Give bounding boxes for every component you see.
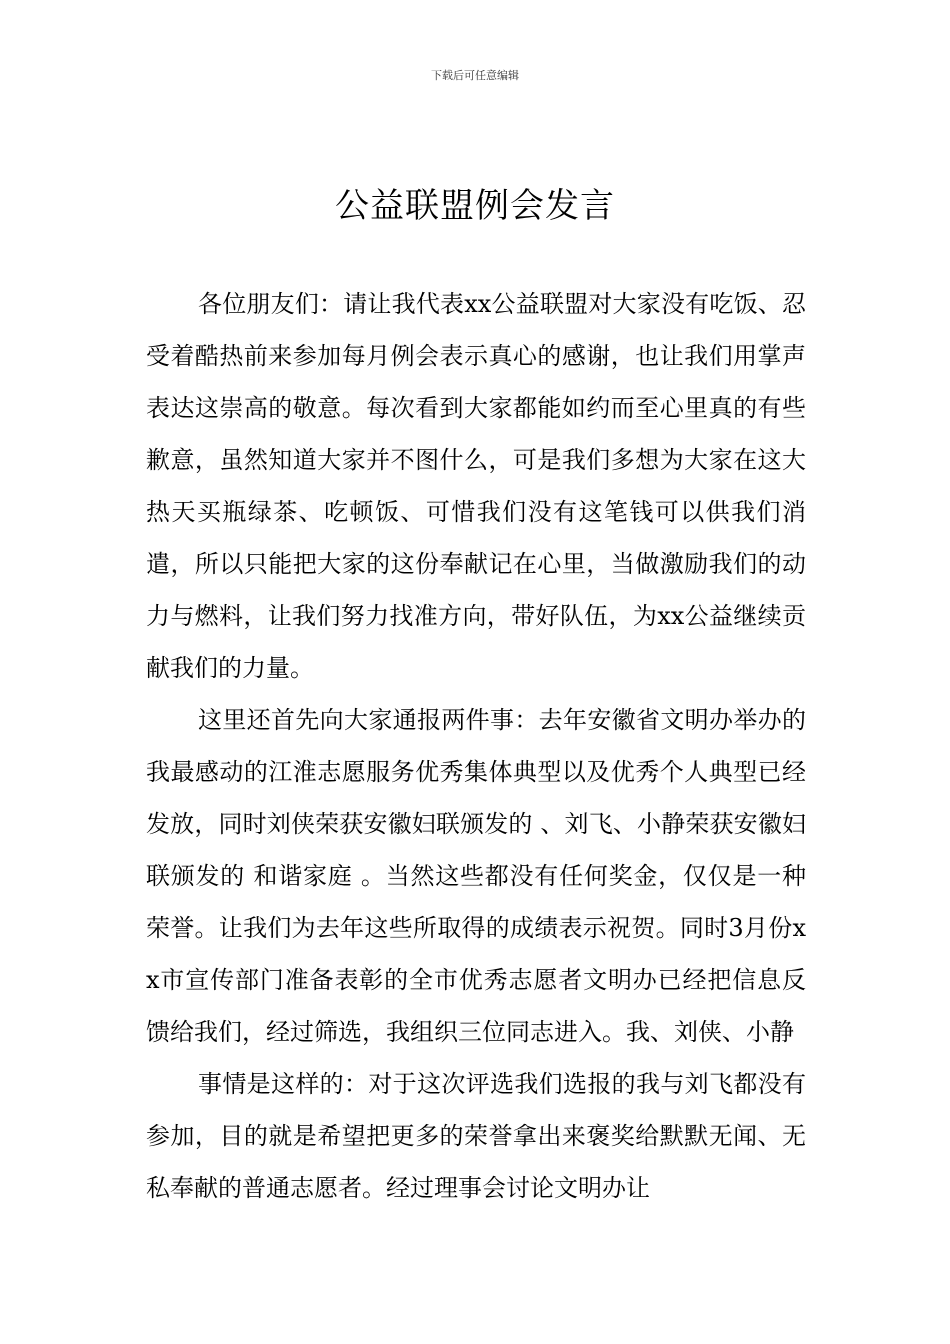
document-body bbox=[146, 278, 806, 1214]
paragraph: 各位朋友们：请让我代表xx公益联盟对大家没有吃饭、忍受着酷热前来参加每月例会表示真心的感谢，也让我们用掌声表达这崇高的敬意。每次看到大家都能如约而至心里真的有些歉意，虽然知道大家并不图什么，可是我们多想为大家在这大热天买瓶绿茶、吃顿饭、可惜我们没有这笔钱可以供我们消遣，所以只能把大家的这份奉献记在心里，当做激励我们的动力与燃料，让我们努力找准方向，带好队伍，为xx公益继续贡献我们的力量。 bbox=[146, 290, 806, 682]
header-note: 下载后可任意编辑 bbox=[431, 69, 519, 82]
paragraph: 这里还首先向大家通报两件事：去年安徽省文明办举办的我最感动的江淮志愿服务优秀集体典型以及优秀个人典型已经发放，同时刘侠荣获安徽妇联颁发的 、刘飞、小静荣获安徽妇联颁发的 和谐家庭 。当然这些都没有任何奖金，仅仅是一种荣誉。让我们为去年这些所取得的成绩表示祝贺。同时3月份xx市宣传部门准备表彰的全市优秀志愿者文明办已经把信息反馈给我们，经过筛选，我组织三位同志进入。我、刘侠、小静 bbox=[146, 706, 806, 1046]
document-title: 公益联盟例会发言 bbox=[335, 186, 615, 226]
paragraph: 事情是这样的：对于这次评选我们选报的我与刘飞都没有参加，目的就是希望把更多的荣誉拿出来褒奖给默默无闻、无私奉献的普通志愿者。经过理事会讨论文明办让 bbox=[146, 1070, 806, 1202]
